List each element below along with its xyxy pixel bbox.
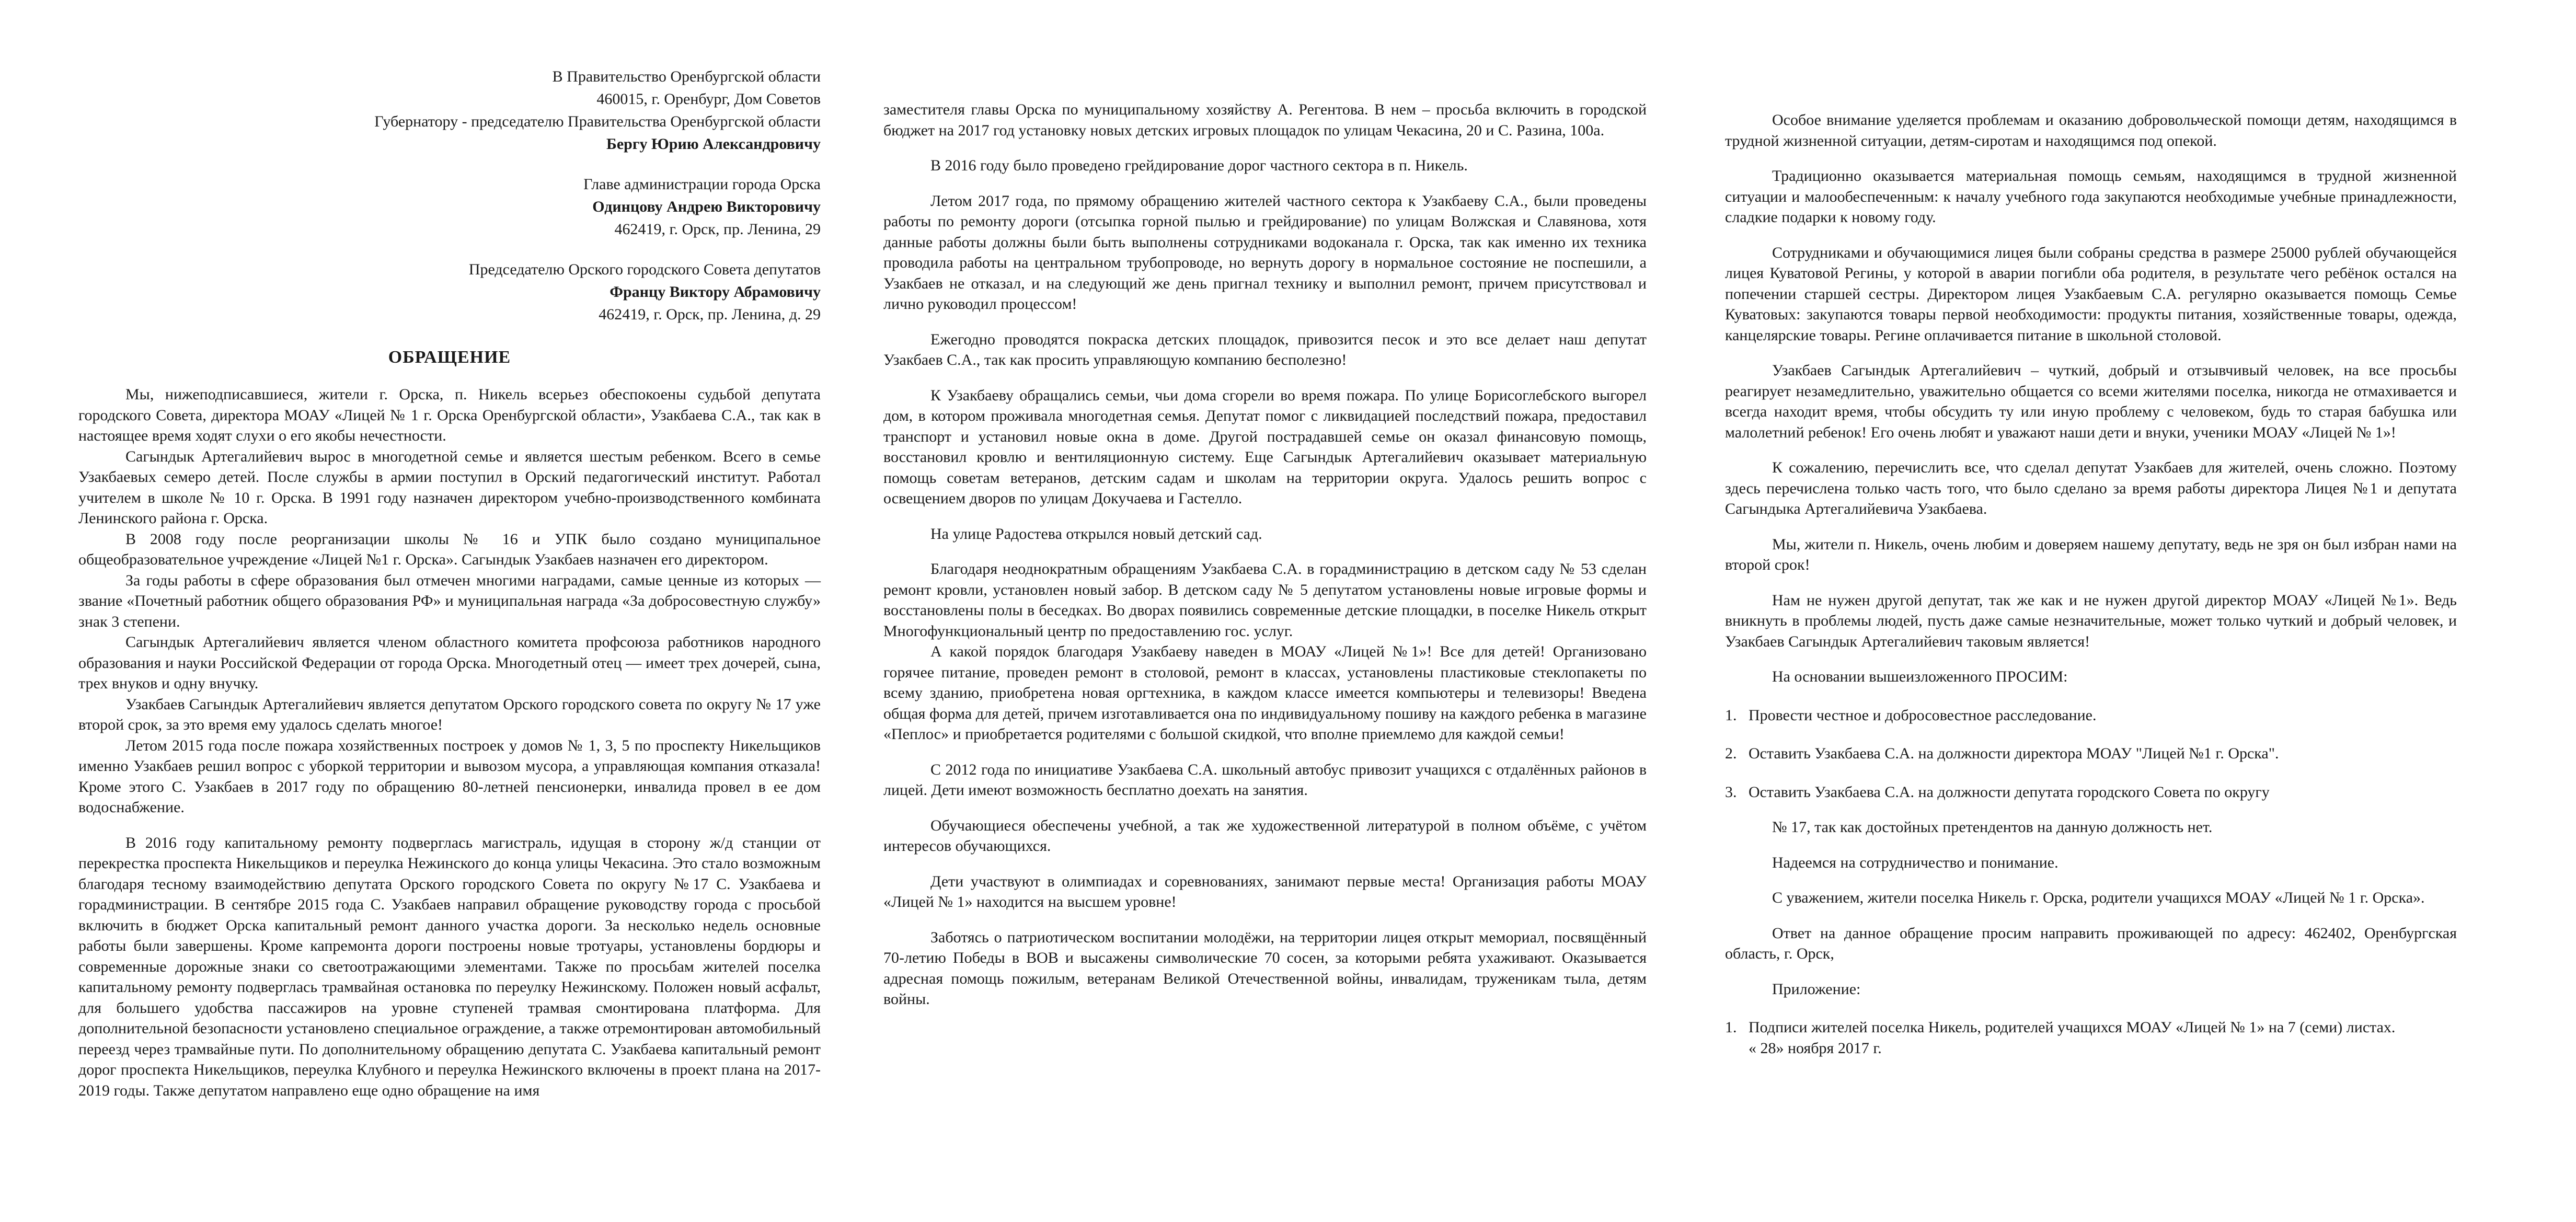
- address-line: Председателю Орского городского Совета депутатов: [468, 261, 821, 278]
- request-text: Оставить Узакбаева С.А. на должности депутата городского Совета по округу: [1749, 783, 2270, 801]
- paragraph: Нам не нужен другой депутат, так же как и не нужен другой директор МОАУ «Лицей №1». Ведь вникнуть в проблемы людей, пусть даже самые незначительные, может только чуткий и добрый человек, и Узакбаев Сагындык Артегалийевич таковым является!: [1725, 591, 2457, 650]
- paragraph: заместителя главы Орска по муниципальному хозяйству А. Регентова. В нем – просьба включить в городской бюджет на 2017 год установку новых детских игровых площадок по улицам Чекасина, 20 и С. Разина, 100а.: [883, 101, 1647, 139]
- address-line: В Правительство Оренбургской области: [552, 68, 821, 85]
- attachment-text: Подписи жителей поселка Никель, родителей учащихся МОАУ «Лицей № 1» на 7 (семи) листах.: [1749, 1019, 2396, 1036]
- page-1-body: [78, 384, 821, 1101]
- request-text: Провести честное и добросовестное расследование.: [1749, 706, 2097, 724]
- request-text: Оставить Узакбаева С.А. на должности директора МОАУ "Лицей №1 г. Орска".: [1749, 745, 2279, 762]
- address-line: 460015, г. Оренбург, Дом Советов: [596, 90, 821, 108]
- paragraph: В 2016 году было проведено грейдирование дорог частного сектора в п. Никель.: [930, 157, 1468, 174]
- paragraph: Приложение:: [1772, 980, 1861, 998]
- request-item: [1725, 782, 2457, 803]
- paragraph: Узакбаев Сагындык Артегалийевич – чуткий, добрый и отзывчивый человек, на все просьбы реагирует незамедлительно, уважительно общается со всеми жителями поселка, никогда не отмахивается и всегда находит время, чтобы обсудить ту или иную проблему с человеком, будь то старая бабушка или малолетний ребенок! Его очень любят и уважают наши дети и внуки, ученики МОАУ «Лицей № 1»!: [1725, 362, 2457, 441]
- paragraph: Надеемся на сотрудничество и понимание.: [1772, 854, 2058, 871]
- paragraph: А какой порядок благодаря Узакбаеву наведен в МОАУ «Лицей №1»! Все для детей! Организовано горячее питание, проведен ремонт в столовой, ремонт в классах, установлены пластиковые стеклопакеты по всему зданию, приобретена новая оргтехника, в каждом классе имеется компьютеры и телевизоры! Введена общая форма для детей, причем изготавливается она по индивидуальному пошиву на каждого ребенка в магазине «Пеплос» и приобретается родителями с большой скидкой, что вполне приемлемо для каждой семьи!: [883, 643, 1647, 743]
- paragraph: В 2008 году после реорганизации школы № 16 и УПК было создано муниципальное общеобразовательное учреждение «Лицей №1 г. Орска». Сагындык Узакбаев назначен его директором.: [78, 530, 821, 568]
- paragraph: Традиционно оказывается материальная помощь семьям, находящимся в трудной жизненной ситуации и малообеспеченным: к началу учебного года закупаются необходимые учебные принадлежности, сладкие подарки к новому году.: [1725, 167, 2457, 226]
- request-number: 3.: [1725, 783, 1737, 801]
- request-item: [1725, 705, 2457, 726]
- attachment-number: 1.: [1725, 1019, 1737, 1036]
- paragraph: Дети участвуют в олимпиадах и соревнованиях, занимают первые места! Организация работы МОАУ «Лицей № 1» находится на высшем уровне!: [883, 872, 1647, 910]
- paragraph: К сожалению, перечислить все, что сделал депутат Узакбаев для жителей, очень сложно. Поэтому здесь перечислена только часть того, что было сделано за время работы директора Лицея №1 и депутата Сагындыка Артегалийевича Узакбаева.: [1725, 459, 2457, 517]
- paragraph: Сотрудниками и обучающимися лицея были собраны средства в размере 25000 рублей обучающейся лицея Куватовой Регины, у которой в аварии погибли оба родителя, в результате чего ребёнок остался на попечении старшей сестры. Директором лицея Узакбаевым С.А. регулярно оказывается помощь Семье Куватовых: закупаются товары первой необходимости: продукты питания, хозяйственные товары, одежда, канцелярские товары. Регине оплачивается питание в школьной столовой.: [1725, 244, 2457, 344]
- paragraph: Мы, нижеподписавшиеся, жители г. Орска, п. Никель всерьез обеспокоены судьбой депутата городского Совета, директора МОАУ «Лицей № 1 г. Орска Оренбургской области», Узакбаева С.А., так как в настоящее время ходят слухи о его якобы нечестности.: [78, 386, 821, 444]
- paragraph: Мы, жители п. Никель, очень любим и доверяем нашему депутату, ведь не зря он был избран нами на второй срок!: [1725, 535, 2457, 573]
- page-1: [78, 0, 821, 1222]
- paragraph: № 17, так как достойных претендентов на данную должность нет.: [1772, 818, 2213, 836]
- address-line: Францу Виктору Абрамовичу: [610, 283, 821, 301]
- page-3: [1725, 0, 2457, 1222]
- page-3-body: [1725, 110, 2457, 1058]
- address-line: Главе администрации города Орска: [583, 176, 821, 193]
- date-line: « 28» ноября 2017 г.: [1749, 1039, 1882, 1057]
- address-line: 462419, г. Орск, пр. Ленина, 29: [614, 221, 821, 238]
- page-2-body: [883, 99, 1647, 1010]
- paragraph: С 2012 года по инициативе Узакбаева С.А. школьный автобус привозит учащихся с отдалённых районов в лицей. Дети имеют возможность бесплатно доехать на занятия.: [883, 760, 1647, 799]
- paragraph: Летом 2015 года после пожара хозяйственных построек у домов № 1, 3, 5 по проспекту Никельщиков именно Узакбаев решил вопрос с уборкой территории и вывозом мусора, а управляющая компания отказала! Кроме этого С. Узакбаев в 2017 году по обращению 80-летней пенсионерки, инвалида провел в ее дом водоснабжение.: [78, 736, 821, 816]
- document-title: ОБРАЩЕНИЕ: [388, 348, 511, 367]
- address-line: Бергу Юрию Александровичу: [606, 135, 821, 153]
- paragraph: Узакбаев Сагындык Артегалийевич является депутатом Орского городского совета по округу № 17 уже второй срок, за это время ему удалось сделать многое!: [78, 695, 821, 733]
- address-line: Одинцову Андрею Викторовичу: [592, 198, 821, 215]
- paragraph: Сагындык Артегалийевич вырос в многодетной семье и является шестым ребенком. Всего в семье Узакбаевых семеро детей. После службы в армии поступил в Орский педагогический институт. Работал учителем в школе № 10 г. Орска. В 1991 году назначен директором учебно-производственного комбината Ленинского района г. Орска.: [78, 447, 821, 527]
- request-number: 1.: [1725, 706, 1737, 724]
- request-list: [1725, 705, 2457, 803]
- paragraph: Сагындык Артегалийевич является членом областного комитета профсоюза работников народного образования и науки Российской Федерации от города Орска. Многодетный отец — имеет трех дочерей, сына, трех внуков и одну внучку.: [78, 633, 821, 692]
- paragraph: За годы работы в сфере образования был отмечен многими наградами, самые ценные из которых — звание «Почетный работник общего образования РФ» и муниципальная награда «За добросовестную службу» знак 3 степени.: [78, 571, 821, 630]
- paragraph: На улице Радостева открылся новый детский сад.: [930, 525, 1262, 543]
- address-line: Губернатору - председателю Правительства Оренбургской области: [374, 113, 821, 130]
- paragraph: Заботясь о патриотическом воспитании молодёжи, на территории лицея открыт мемориал, посвящённый 70-летию Победы в ВОВ и высажены символические 70 сосен, за которыми ребята ухаживают. Оказывается адресная помощь пожилым, ветеранам Великой Отечественной войны, инвалидам, труженикам тыла, детям войны.: [883, 928, 1647, 1008]
- page-2: [883, 0, 1647, 1222]
- request-item: [1725, 743, 2457, 764]
- addressee-block: [193, 65, 821, 326]
- request-number: 2.: [1725, 745, 1737, 762]
- paragraph: Обучающиеся обеспечены учебной, а так же художественной литературой в полном объёме, с учётом интересов обучающихся.: [883, 816, 1647, 855]
- paragraph: Благодаря неоднократным обращениям Узакбаева С.А. в горадминистрацию в детском саду № 53 сделан ремонт кровли, установлен новый забор. В детском саду № 5 депутатом установлены новые игровые формы и восстановлены полы в беседках. Во дворах появились современные детские площадки, в поселке Никель открыт Многофункциональный центр по предоставлению гос. услуг.: [883, 560, 1647, 640]
- paragraph: К Узакбаеву обращались семьи, чьи дома сгорели во время пожара. По улице Борисоглебского выгорел дом, в котором проживала многодетная семья. Депутат помог с ликвидацией последствий пожара, предоставил транспорт и установил новые окна в доме. Другой пострадавшей семье он оказал финансовую помощь, восстановил кровлю и вентиляционную систему. Еще Сагындык Артегалийевич оказывает материальную помощь советам ветеранов, детским садам и школам на территории округа. Удалось решить вопрос с освещением дворов по улицам Докучаева и Гастелло.: [883, 386, 1647, 507]
- paragraph: С уважением, жители поселка Никель г. Орска, родители учащихся МОАУ «Лицей № 1 г. Орска».: [1772, 889, 2425, 906]
- paragraph: Летом 2017 года, по прямому обращению жителей частного сектора к Узакбаеву С.А., были проведены работы по ремонту дороги (отсыпка горной пылью и грейдирование) по улицам Волжская и Славянова, хотя данные работы должны были быть выполнены сотрудниками водоканала г. Орска, так как именно их техника проводила работы на центральном трубопроводе, но вернуть дорогу в нормальное состояние не поспешили, а Узакбаев не отказал, и на следующий же день пригнал технику и выполнил ремонт, причем присутствовал и лично руководил процессом!: [883, 192, 1647, 313]
- address-line: 462419, г. Орск, пр. Ленина, д. 29: [599, 306, 821, 323]
- paragraph: На основании вышеизложенного ПРОСИМ:: [1772, 668, 2068, 685]
- paragraph: В 2016 году капитальному ремонту подверглась магистраль, идущая в сторону ж/д станции от перекрестка проспекта Никельщиков и переулка Нежинского до конца улицы Чекасина. Это стало возможным благодаря тесному взаимодействию депутата Орского городского Совета по округу №17 С. Узакбаева и горадминистрации. В сентябре 2015 года С. Узакбаев направил обращение руководству города с просьбой включить в бюджет Орска капитальный ремонт данного участка дороги. За несколько недель основные работы были завершены. Кроме капремонта дороги построены новые тротуары, установлены бордюры и современные дорожные знаки со светоотражающими элементами. Также по просьбам жителей поселка капитальному ремонту подверглась трамвайная остановка по переулку Нежинскому. Положен новый асфальт, для большего удобства пассажиров на уровне ступеней трамвая смонтирована платформа. Для дополнительной безопасности установлено специальное ограждение, а также отремонтирован автомобильный переезд через трамвайные пути. По дополнительному обращению депутата С. Узакбаева капитальный ремонт дорог проспекта Никельщиков, переулка Клубного и переулка Нежинского включены в проект плана на 2017-2019 годы. Также депутатом направлено еще одно обращение на имя: [78, 834, 821, 1099]
- attachment-item: [1725, 1017, 2457, 1038]
- paragraph: Ответ на данное обращение просим направить проживающей по адресу: 462402, Оренбургская область, г. Орск,: [1725, 924, 2457, 962]
- paragraph: Ежегодно проводятся покраска детских площадок, привозится песок и это все делает наш депутат Узакбаев С.А., так как просить управляющую компанию бесполезно!: [883, 330, 1647, 368]
- attachment-list: [1725, 1017, 2457, 1038]
- paragraph: Особое внимание уделяется проблемам и оказанию добровольческой помощи детям, находящимся в трудной жизненной ситуации, детям-сиротам и находящимся под опекой.: [1725, 111, 2457, 149]
